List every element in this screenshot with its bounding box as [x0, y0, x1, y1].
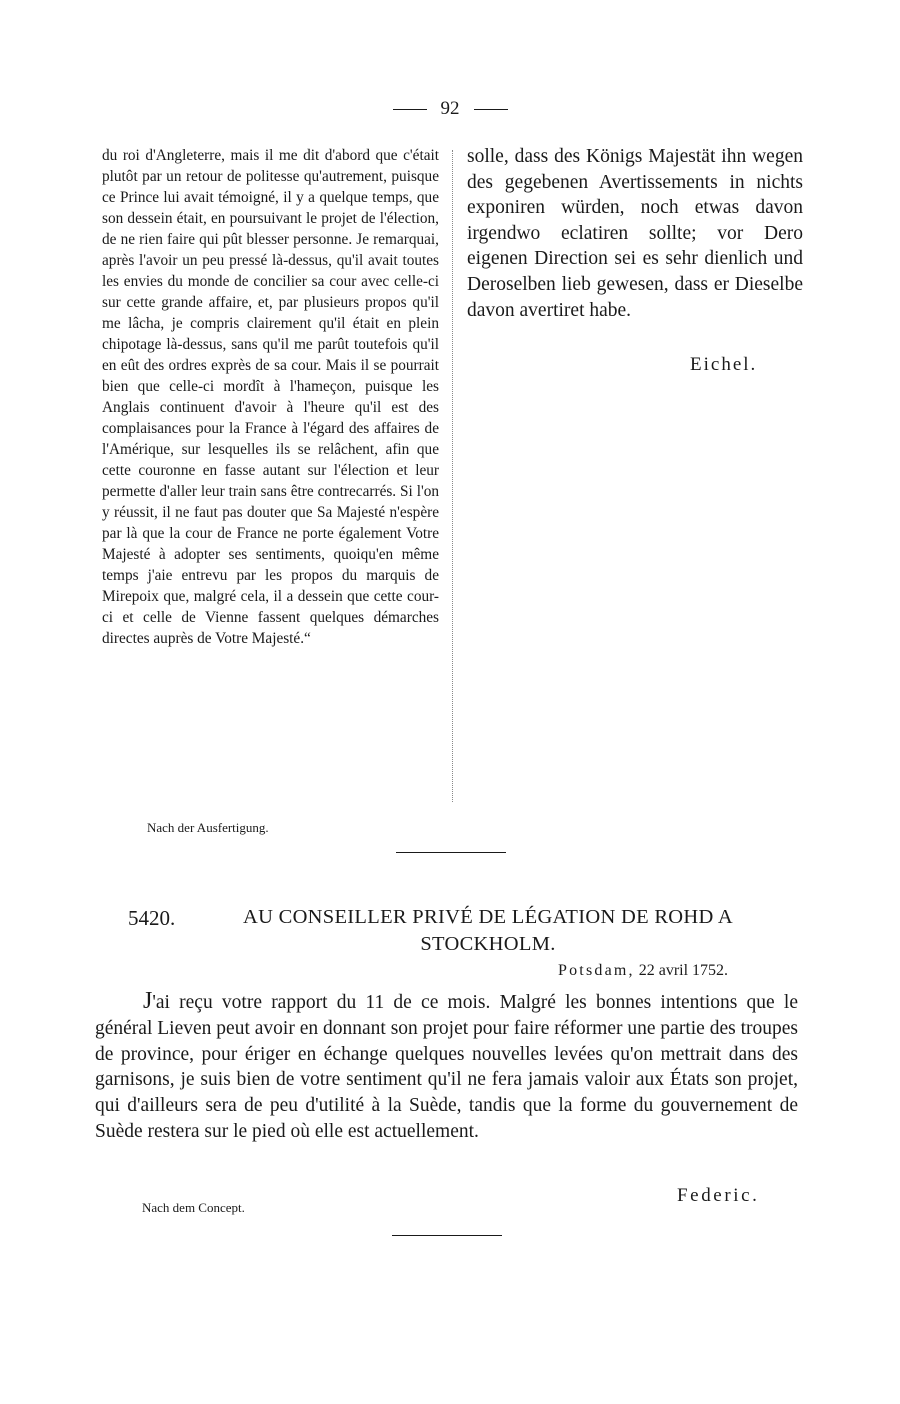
body-paragraph — [95, 989, 798, 1145]
document-body — [95, 989, 798, 1145]
eichel-signature: Eichel. — [690, 354, 758, 375]
left-column — [102, 145, 439, 649]
document-number: 5420. — [128, 906, 176, 930]
body-text: 'ai reçu votre rapport du 11 de ce mois. Malgré les bonnes intentions que le général Lieven peut avoir en donnant son projet pour faire réformer une partie des troupes de province, pour ériger en échange quelques nouvelles levées qu'on mettrait dans des garnisons, je suis bien de votre sentiment qu'il ne fera jamais valoir aux États son projet, qui d'ailleurs sera de peu d'utilité à la Suède, tandis que la forme du gouvernement de Suède restera sur le pied où elle est actuellement. — [95, 992, 798, 1142]
page-number-header — [0, 98, 900, 120]
header-rule-left — [393, 109, 427, 110]
initial-letter: J — [143, 988, 153, 1014]
section-rule — [396, 852, 506, 853]
document-dateline — [558, 962, 728, 980]
page-number: 92 — [440, 98, 460, 119]
document-place: Potsdam, — [558, 962, 635, 979]
federic-signature: Federic. — [677, 1185, 760, 1206]
source-note-concept: Nach dem Concept. — [142, 1200, 245, 1215]
right-column-text: solle, dass des Königs Majestät ihn wegen des gegebenen Avertissements in nichts exponiren würden, noch etwas davon irgendwo eclatiren sollte; vor Dero eigenen Direction sei es sehr dienlich und Deroselben lieb gewesen, dass er Dieselbe davon avertiret habe. — [467, 146, 803, 321]
column-divider — [452, 150, 453, 802]
end-rule — [392, 1235, 502, 1236]
left-column-text: du roi d'Angleterre, mais il me dit d'abord que c'était plutôt par un retour de politesse qu'autrement, puisque ce Prince lui avait témoigné, il y a quelque temps, que son dessein était, en poursuivant le projet de l'élection, de ne rien faire qui pût blesser personne. Je remarquai, après l'avoir un peu pressé là-dessus, qu'il avait toutes les envies du monde de concilier sa cour avec celle-ci sur cette grande affaire, et, par plusieurs propos qu'il me lâcha, je compris clairement qu'il était en plein chipotage là-dessus, sans qu'il me parût toutefois qu'il en eût des ordres exprès de sa cour. Mais il se pourrait bien que celle-ci mordît à l'hameçon, puisque les Anglais continuent d'avoir à l'heure qu'il est des complaisances pour la France à l'égard des affaires de l'Amérique, sur lesquelles ils se relâchent, afin que cette couronne en fasse autant sur l'élection et leur permette d'aller leur train sans être contrecarrés. Si l'on y réussit, il ne faut pas douter que Sa Majesté n'espère par là que la cour de France ne porte également Votre Majesté à adopter ses sentiments, quoiqu'en même temps j'aie entrevu par les propos du marquis de Mirepoix que, malgré cela, il a dessein que cette cour-ci et celle de Vienne fassent quelques démarches directes auprès de Votre Majesté.“ — [102, 147, 439, 647]
source-note-ausfertigung: Nach der Ausfertigung. — [147, 820, 269, 835]
header-rule-right — [474, 109, 508, 110]
document-title: AU CONSEILLER PRIVÉ DE LÉGATION DE ROHD A STOCKHOLM. — [242, 906, 734, 955]
document-date: 22 avril 1752. — [638, 962, 729, 979]
right-column — [467, 144, 803, 323]
